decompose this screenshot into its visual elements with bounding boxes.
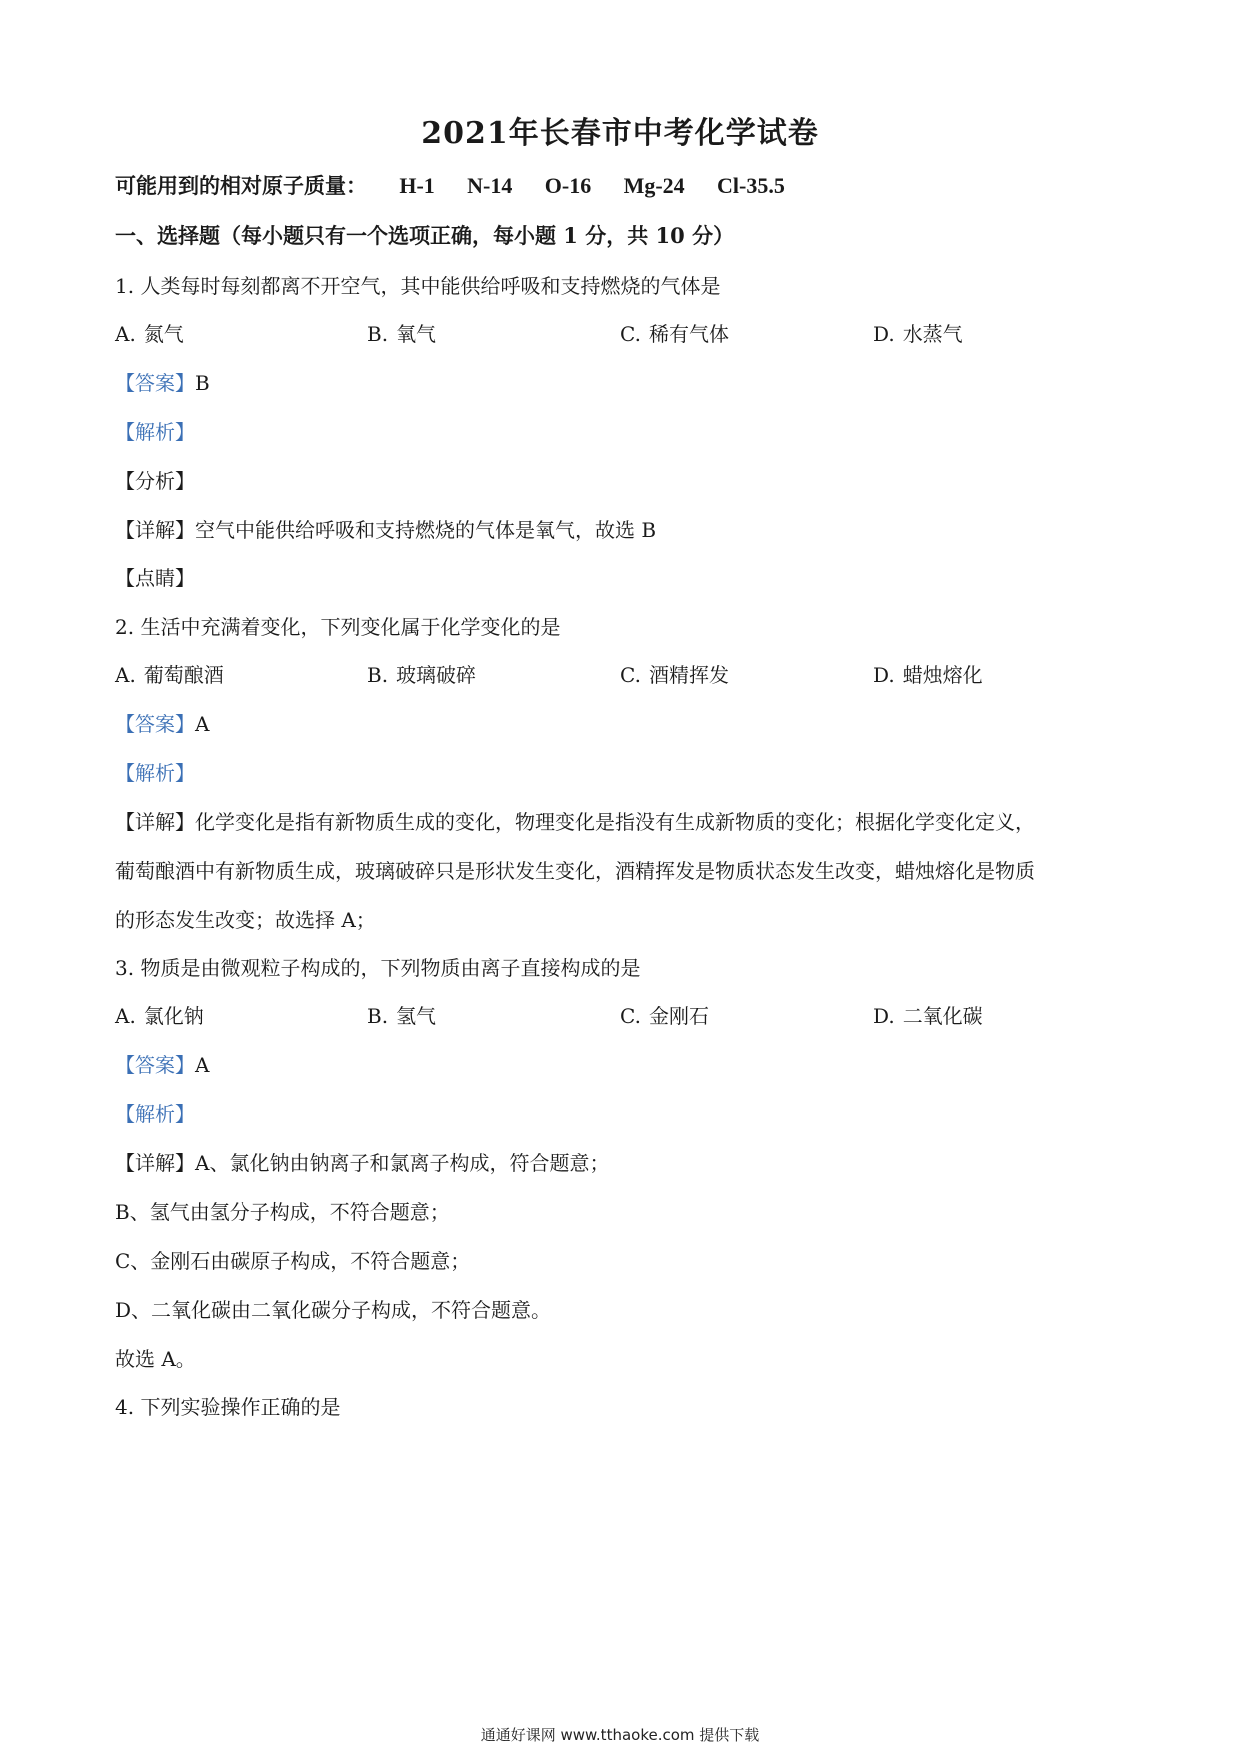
q2-option-c: C. 酒精挥发 [620, 663, 729, 687]
q3-option-d: D. 二氧化碳 [873, 1004, 983, 1028]
q3-option-b: B. 氢气 [367, 1004, 437, 1028]
page-footer: 通通好课网 www.tthaoke.com 提供下载 [480, 1726, 760, 1744]
question-4-stem: 4. 下列实验操作正确的是 [115, 1395, 341, 1419]
q1-option-c: C. 稀有气体 [620, 322, 729, 346]
section-heading: 一、选择题（每小题只有一个选项正确，每小题 1 分，共 10 分） [115, 223, 735, 248]
atomic-masses-label: 可能用到的相对原子质量： [115, 173, 367, 198]
q1-option-b: B. 氧气 [367, 322, 437, 346]
q2-option-d: D. 蜡烛熔化 [873, 663, 983, 687]
q2-option-a: A. 葡萄酿酒 [115, 663, 224, 687]
q3-detail-line-1: 【详解】A、氯化钠由钠离子和氯离子构成，符合题意； [115, 1151, 610, 1175]
question-3-stem: 3. 物质是由微观粒子构成的，下列物质由离子直接构成的是 [115, 956, 641, 980]
atomic-mass-item: Cl-35.5 [717, 173, 785, 198]
q3-detail-line-3: C、金刚石由碳原子构成，不符合题意； [115, 1249, 471, 1273]
question-1-stem: 1. 人类每时每刻都离不开空气，其中能供给呼吸和支持燃烧的气体是 [115, 274, 721, 298]
q2-option-b: B. 玻璃破碎 [367, 663, 477, 687]
q1-fenxi-tag: 【分析】 [115, 469, 195, 493]
q2-detail-line-1: 【详解】化学变化是指有新物质生成的变化，物理变化是指没有生成新物质的变化；根据化学变化定义， [115, 810, 1035, 834]
q2-detail-line-3: 的形态发生改变；故选择 A； [115, 908, 376, 932]
q3-detail-line-5: 故选 A。 [115, 1347, 196, 1371]
atomic-mass-item: H-1 [399, 173, 435, 198]
q3-detail-line-2: B、氢气由氢分子构成，不符合题意； [115, 1200, 450, 1224]
q1-analysis-tag: 【解析】 [115, 420, 195, 444]
q3-detail-line-4: D、二氧化碳由二氧化碳分子构成，不符合题意。 [115, 1298, 552, 1322]
q1-detail: 【详解】空气中能供给呼吸和支持燃烧的气体是氧气，故选 B [115, 518, 657, 542]
q1-option-a: A. 氮气 [115, 322, 184, 346]
q3-option-a: A. 氯化钠 [115, 1004, 204, 1028]
atomic-masses [115, 170, 785, 200]
q3-answer: 【答案】A [115, 1053, 210, 1077]
q1-dianjing-tag: 【点睛】 [115, 566, 195, 590]
q2-detail-line-2: 葡萄酿酒中有新物质生成，玻璃破碎只是形状发生变化，酒精挥发是物质状态发生改变，蜡烛熔化是物质 [115, 859, 1035, 883]
q2-analysis-tag: 【解析】 [115, 761, 195, 785]
q1-option-d: D. 水蒸气 [873, 322, 963, 346]
q3-analysis-tag: 【解析】 [115, 1102, 195, 1126]
question-2-stem: 2. 生活中充满着变化，下列变化属于化学变化的是 [115, 615, 561, 639]
q3-option-c: C. 金刚石 [620, 1004, 709, 1028]
atomic-mass-item: O-16 [544, 173, 592, 198]
atomic-mass-item: N-14 [467, 173, 513, 198]
q1-answer: 【答案】B [115, 371, 210, 395]
page-title: 2021年长春市中考化学试卷 [421, 116, 819, 151]
q2-answer: 【答案】A [115, 712, 210, 736]
atomic-mass-item: Mg-24 [623, 173, 685, 198]
